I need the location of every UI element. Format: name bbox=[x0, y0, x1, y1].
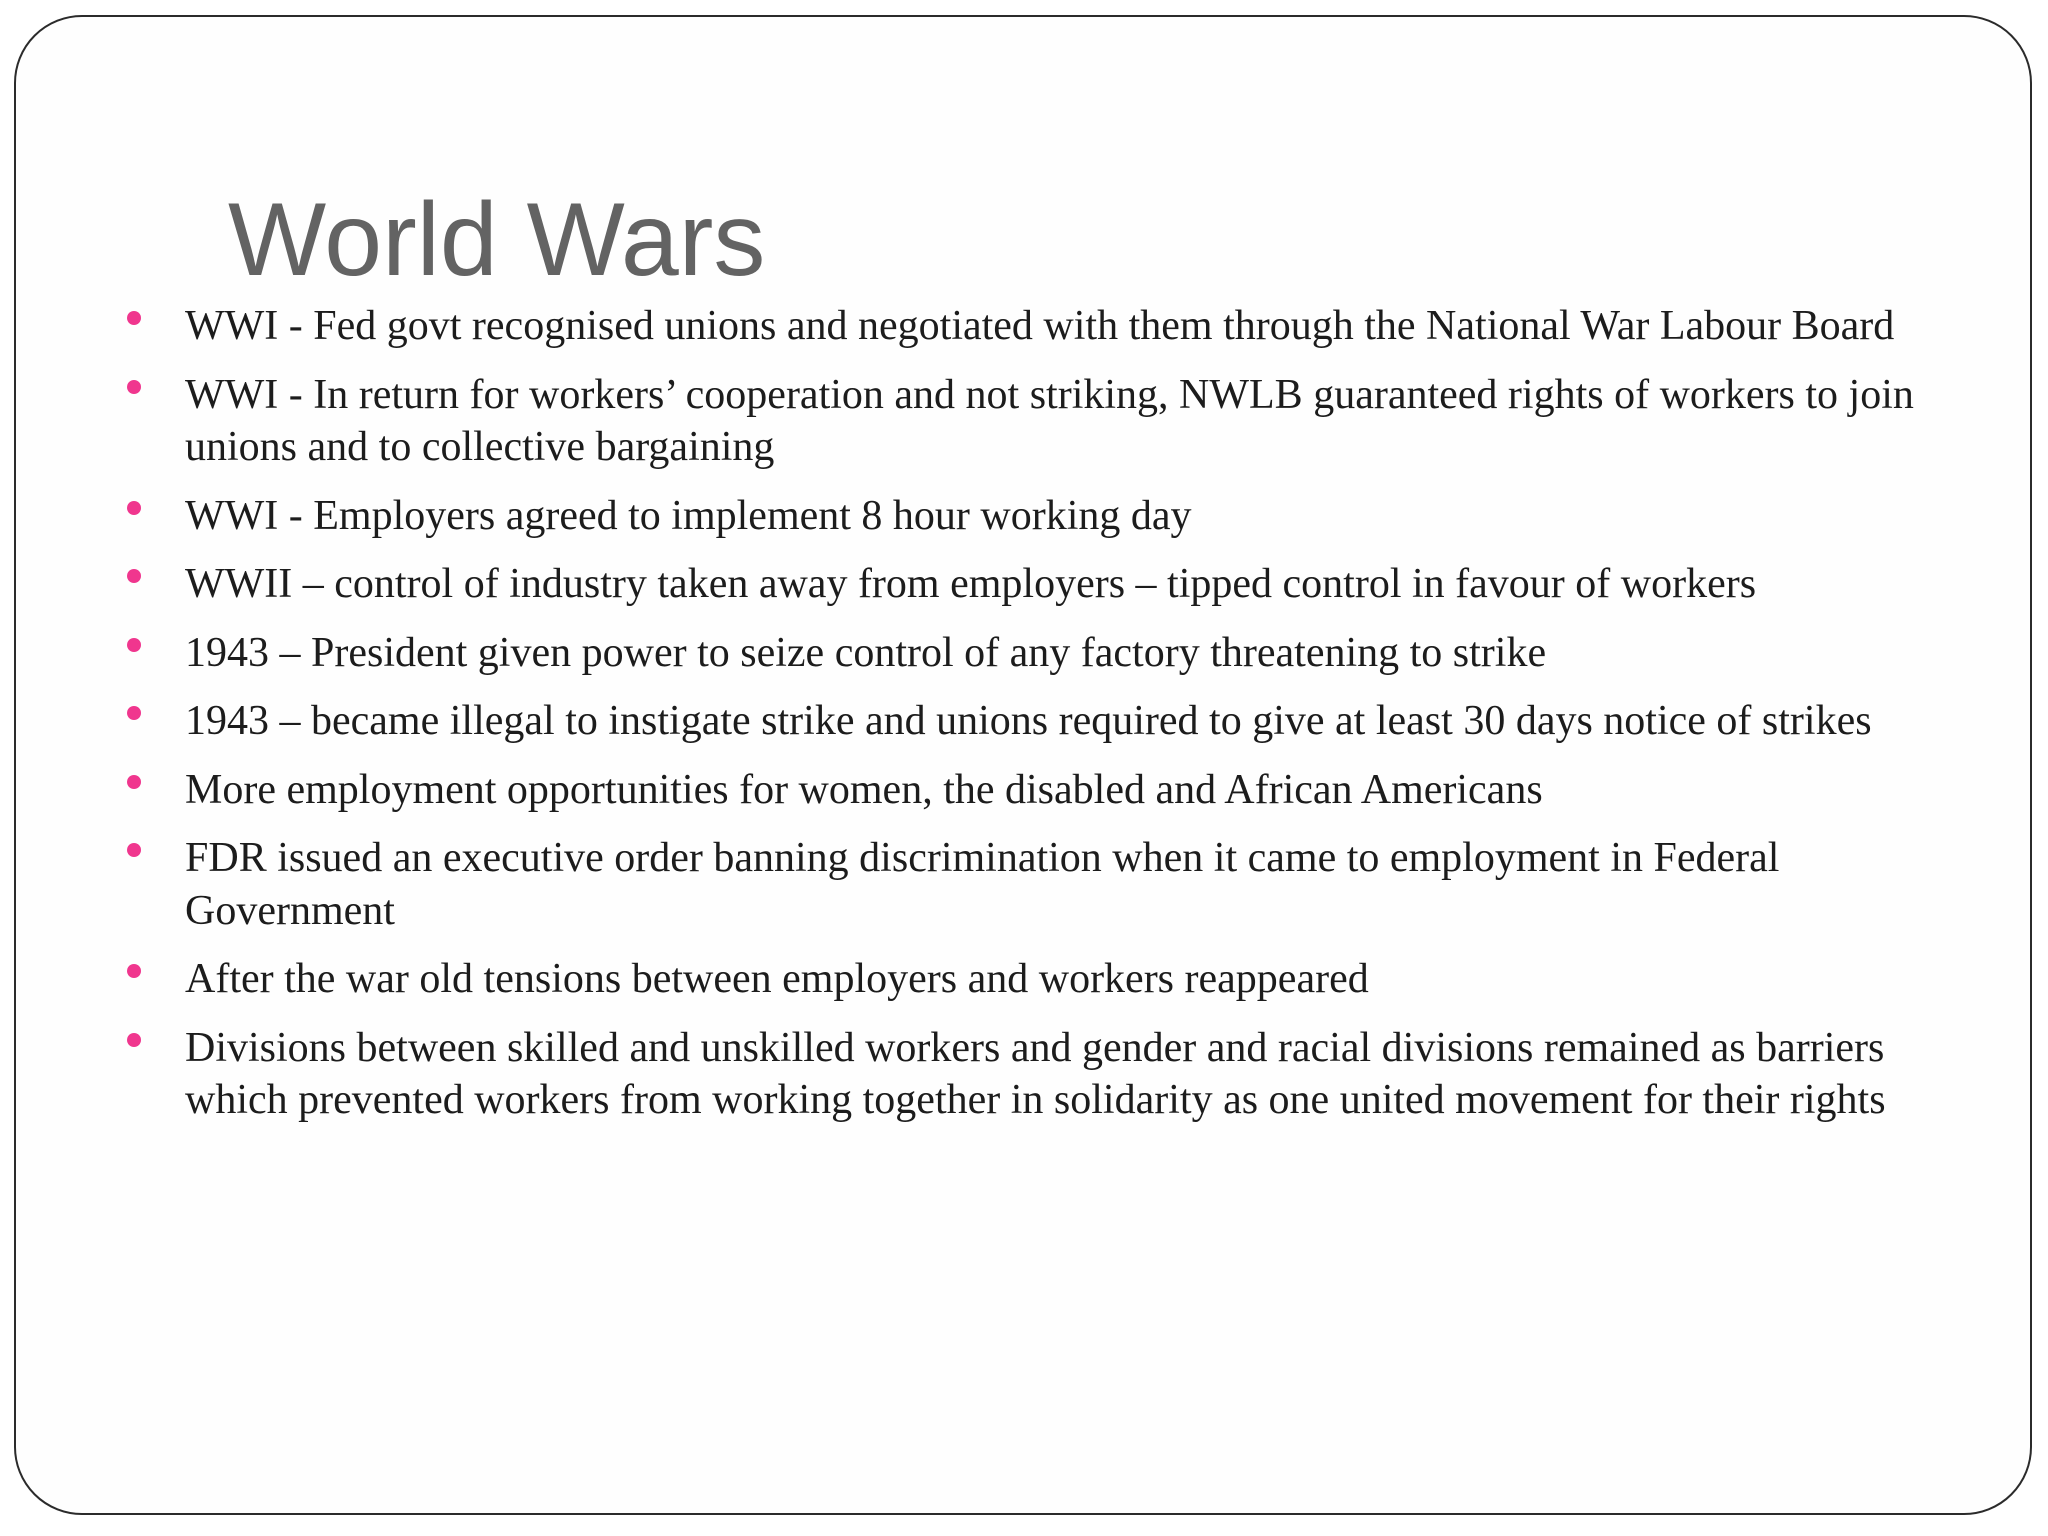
bullet-dot-icon bbox=[127, 706, 141, 720]
bullet-item bbox=[122, 764, 1942, 817]
bullet-text: Divisions between skilled and unskilled workers and gender and racial divisions remained as barriers which prevented workers from working together in solidarity as one united movement for their rights bbox=[185, 1024, 1886, 1123]
bullet-dot-icon bbox=[127, 1033, 141, 1047]
bullet-item bbox=[122, 627, 1942, 680]
bullet-text: More employment opportunities for women, the disabled and African Americans bbox=[185, 766, 1543, 813]
bullet-dot-icon bbox=[127, 964, 141, 978]
bullet-item bbox=[122, 832, 1942, 937]
bullet-text: WWII – control of industry taken away from employers – tipped control in favour of workers bbox=[185, 561, 1757, 607]
bullet-text: 1943 – President given power to seize control of any factory threatening to strike bbox=[185, 629, 1547, 676]
bullet-item bbox=[122, 369, 1942, 474]
bullet-dot-icon bbox=[127, 311, 141, 325]
bullet-item bbox=[122, 695, 1942, 748]
slide-title: World Wars bbox=[228, 182, 766, 298]
bullet-item bbox=[122, 1022, 1942, 1127]
bullet-item bbox=[122, 558, 1942, 611]
bullet-text: FDR issued an executive order banning discrimination when it came to employment in Federal Government bbox=[185, 835, 1780, 934]
bullet-dot-icon bbox=[127, 843, 141, 857]
bullet-dot-icon bbox=[127, 638, 141, 652]
bullet-dot-icon bbox=[127, 501, 141, 515]
bullet-text: WWI - In return for workers’ cooperation and not striking, NWLB guaranteed rights of workers to join unions and to collective bargaining bbox=[185, 371, 1914, 470]
bullet-dot-icon bbox=[127, 380, 141, 394]
bullet-text: After the war old tensions between employers and workers reappeared bbox=[185, 956, 1369, 1002]
bullet-item bbox=[122, 300, 1942, 353]
bullet-text: WWI - Employers agreed to implement 8 hour working day bbox=[185, 492, 1192, 539]
bullet-dot-icon bbox=[127, 775, 141, 789]
bullet-text: WWI - Fed govt recognised unions and negotiated with them through the National War Labour Board bbox=[185, 303, 1895, 349]
bullet-text: 1943 – became illegal to instigate strike and unions required to give at least 30 days notice of strikes bbox=[185, 698, 1872, 744]
bullet-dot-icon bbox=[127, 569, 141, 583]
bullet-list bbox=[122, 300, 1942, 1143]
bullet-item bbox=[122, 953, 1942, 1006]
bullet-item bbox=[122, 490, 1942, 543]
